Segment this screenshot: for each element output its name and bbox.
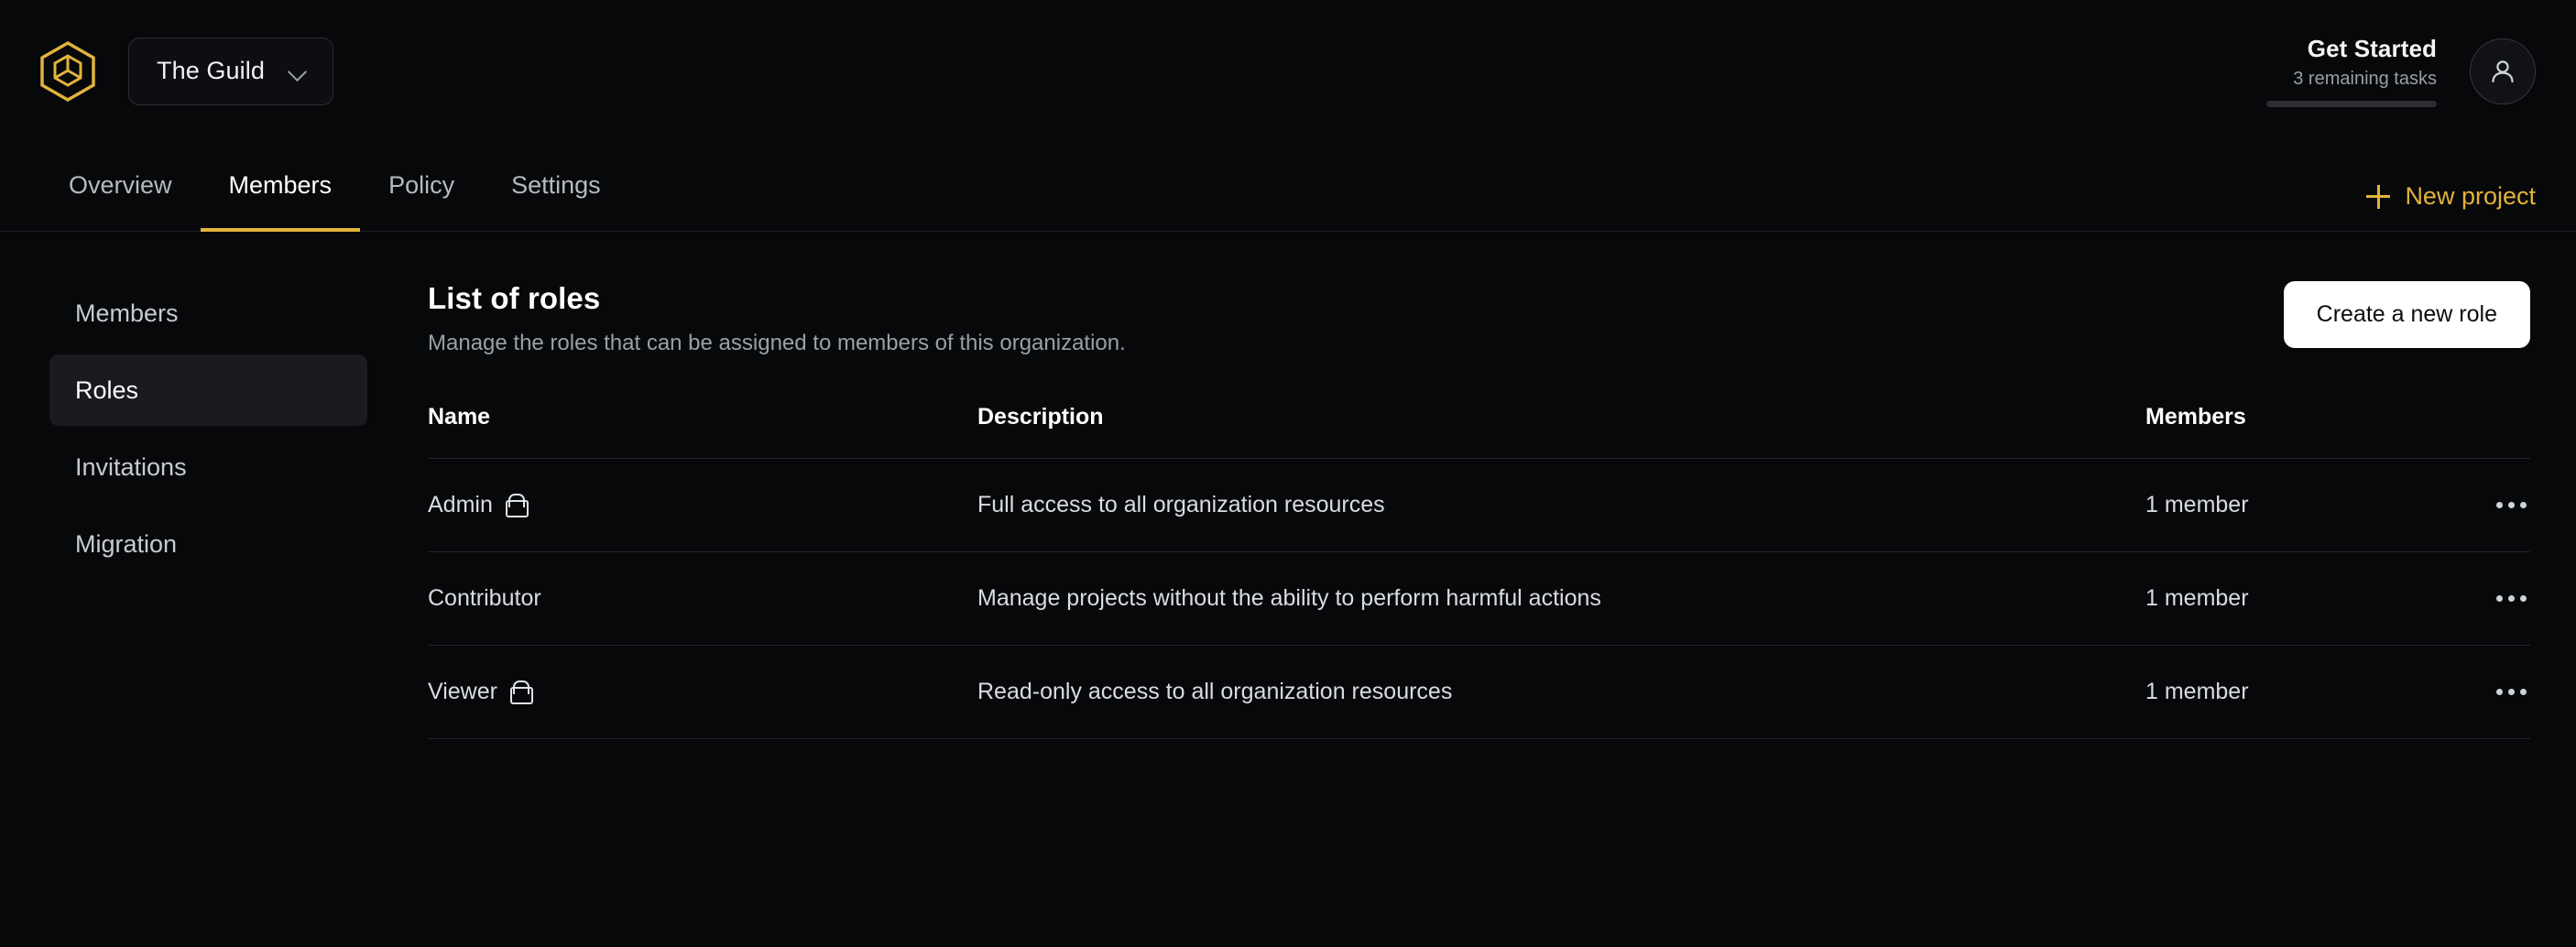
- get-started-title: Get Started: [2307, 35, 2437, 62]
- new-project-button[interactable]: [2366, 182, 2536, 231]
- nav-tabs: [40, 142, 629, 231]
- main-content: [398, 232, 2576, 947]
- role-members: 1 member: [2145, 552, 2429, 646]
- tab-policy[interactable]: Policy: [388, 171, 455, 199]
- tab-settings[interactable]: Settings: [511, 171, 601, 199]
- user-avatar-icon: [2487, 56, 2518, 87]
- tab-overview[interactable]: Overview: [69, 171, 172, 199]
- sidebar-item-invitations[interactable]: Invitations: [75, 452, 187, 481]
- page-title: List of roles: [428, 281, 601, 315]
- role-description: Manage projects without the ability to perform harmful actions: [977, 552, 2145, 646]
- table-header-row: [428, 404, 2530, 459]
- more-options-icon[interactable]: [2429, 689, 2530, 695]
- table-row[interactable]: [428, 646, 2530, 739]
- top-bar-right: [2266, 35, 2536, 107]
- sidebar: [0, 232, 398, 947]
- chevron-down-icon: [289, 61, 309, 82]
- get-started-subtitle: 3 remaining tasks: [2293, 69, 2437, 89]
- sidebar-item-members[interactable]: Members: [75, 299, 179, 327]
- plus-icon: [2366, 185, 2390, 209]
- page-subtitle: Manage the roles that can be assigned to members of this organization.: [428, 331, 1126, 355]
- nav-bar: [0, 142, 2576, 232]
- column-header-actions: [2429, 404, 2530, 459]
- create-role-button[interactable]: Create a new role: [2284, 281, 2530, 348]
- role-name: Contributor: [428, 585, 541, 611]
- sidebar-item-roles[interactable]: Roles: [49, 354, 367, 426]
- lock-icon: [510, 680, 529, 704]
- role-name-cell: [428, 552, 977, 646]
- role-name-cell: [428, 459, 977, 552]
- avatar[interactable]: [2470, 38, 2536, 104]
- column-header-description: Description: [977, 404, 1104, 430]
- org-name: The Guild: [157, 57, 265, 84]
- lock-icon: [506, 494, 525, 517]
- column-header-name: Name: [428, 404, 491, 430]
- roles-table-body: [428, 459, 2530, 739]
- org-switcher[interactable]: [128, 38, 333, 105]
- role-members: 1 member: [2145, 459, 2429, 552]
- get-started-widget[interactable]: [2266, 35, 2437, 107]
- sidebar-item-migration[interactable]: Migration: [75, 529, 178, 558]
- content-header: [428, 281, 2530, 356]
- role-description: Read-only access to all organization resources: [977, 646, 2145, 739]
- role-name: Viewer: [428, 679, 497, 704]
- get-started-progress: [2266, 101, 2437, 107]
- top-bar: [0, 0, 2576, 142]
- tab-members[interactable]: Members: [201, 143, 361, 232]
- role-members: 1 member: [2145, 646, 2429, 739]
- column-header-members: Members: [2145, 404, 2246, 430]
- page-body: [0, 232, 2576, 947]
- table-row[interactable]: [428, 552, 2530, 646]
- new-project-label: New project: [2405, 182, 2536, 210]
- table-row[interactable]: [428, 459, 2530, 552]
- hexagon-cube-logo-icon[interactable]: [35, 38, 101, 104]
- role-name: Admin: [428, 492, 493, 517]
- role-description: Full access to all organization resources: [977, 459, 2145, 552]
- more-options-icon[interactable]: [2429, 595, 2530, 602]
- roles-table: [428, 404, 2530, 739]
- role-name-cell: [428, 646, 977, 739]
- more-options-icon[interactable]: [2429, 502, 2530, 508]
- content-header-text: [428, 281, 1126, 356]
- roles-table-head: [428, 404, 2530, 459]
